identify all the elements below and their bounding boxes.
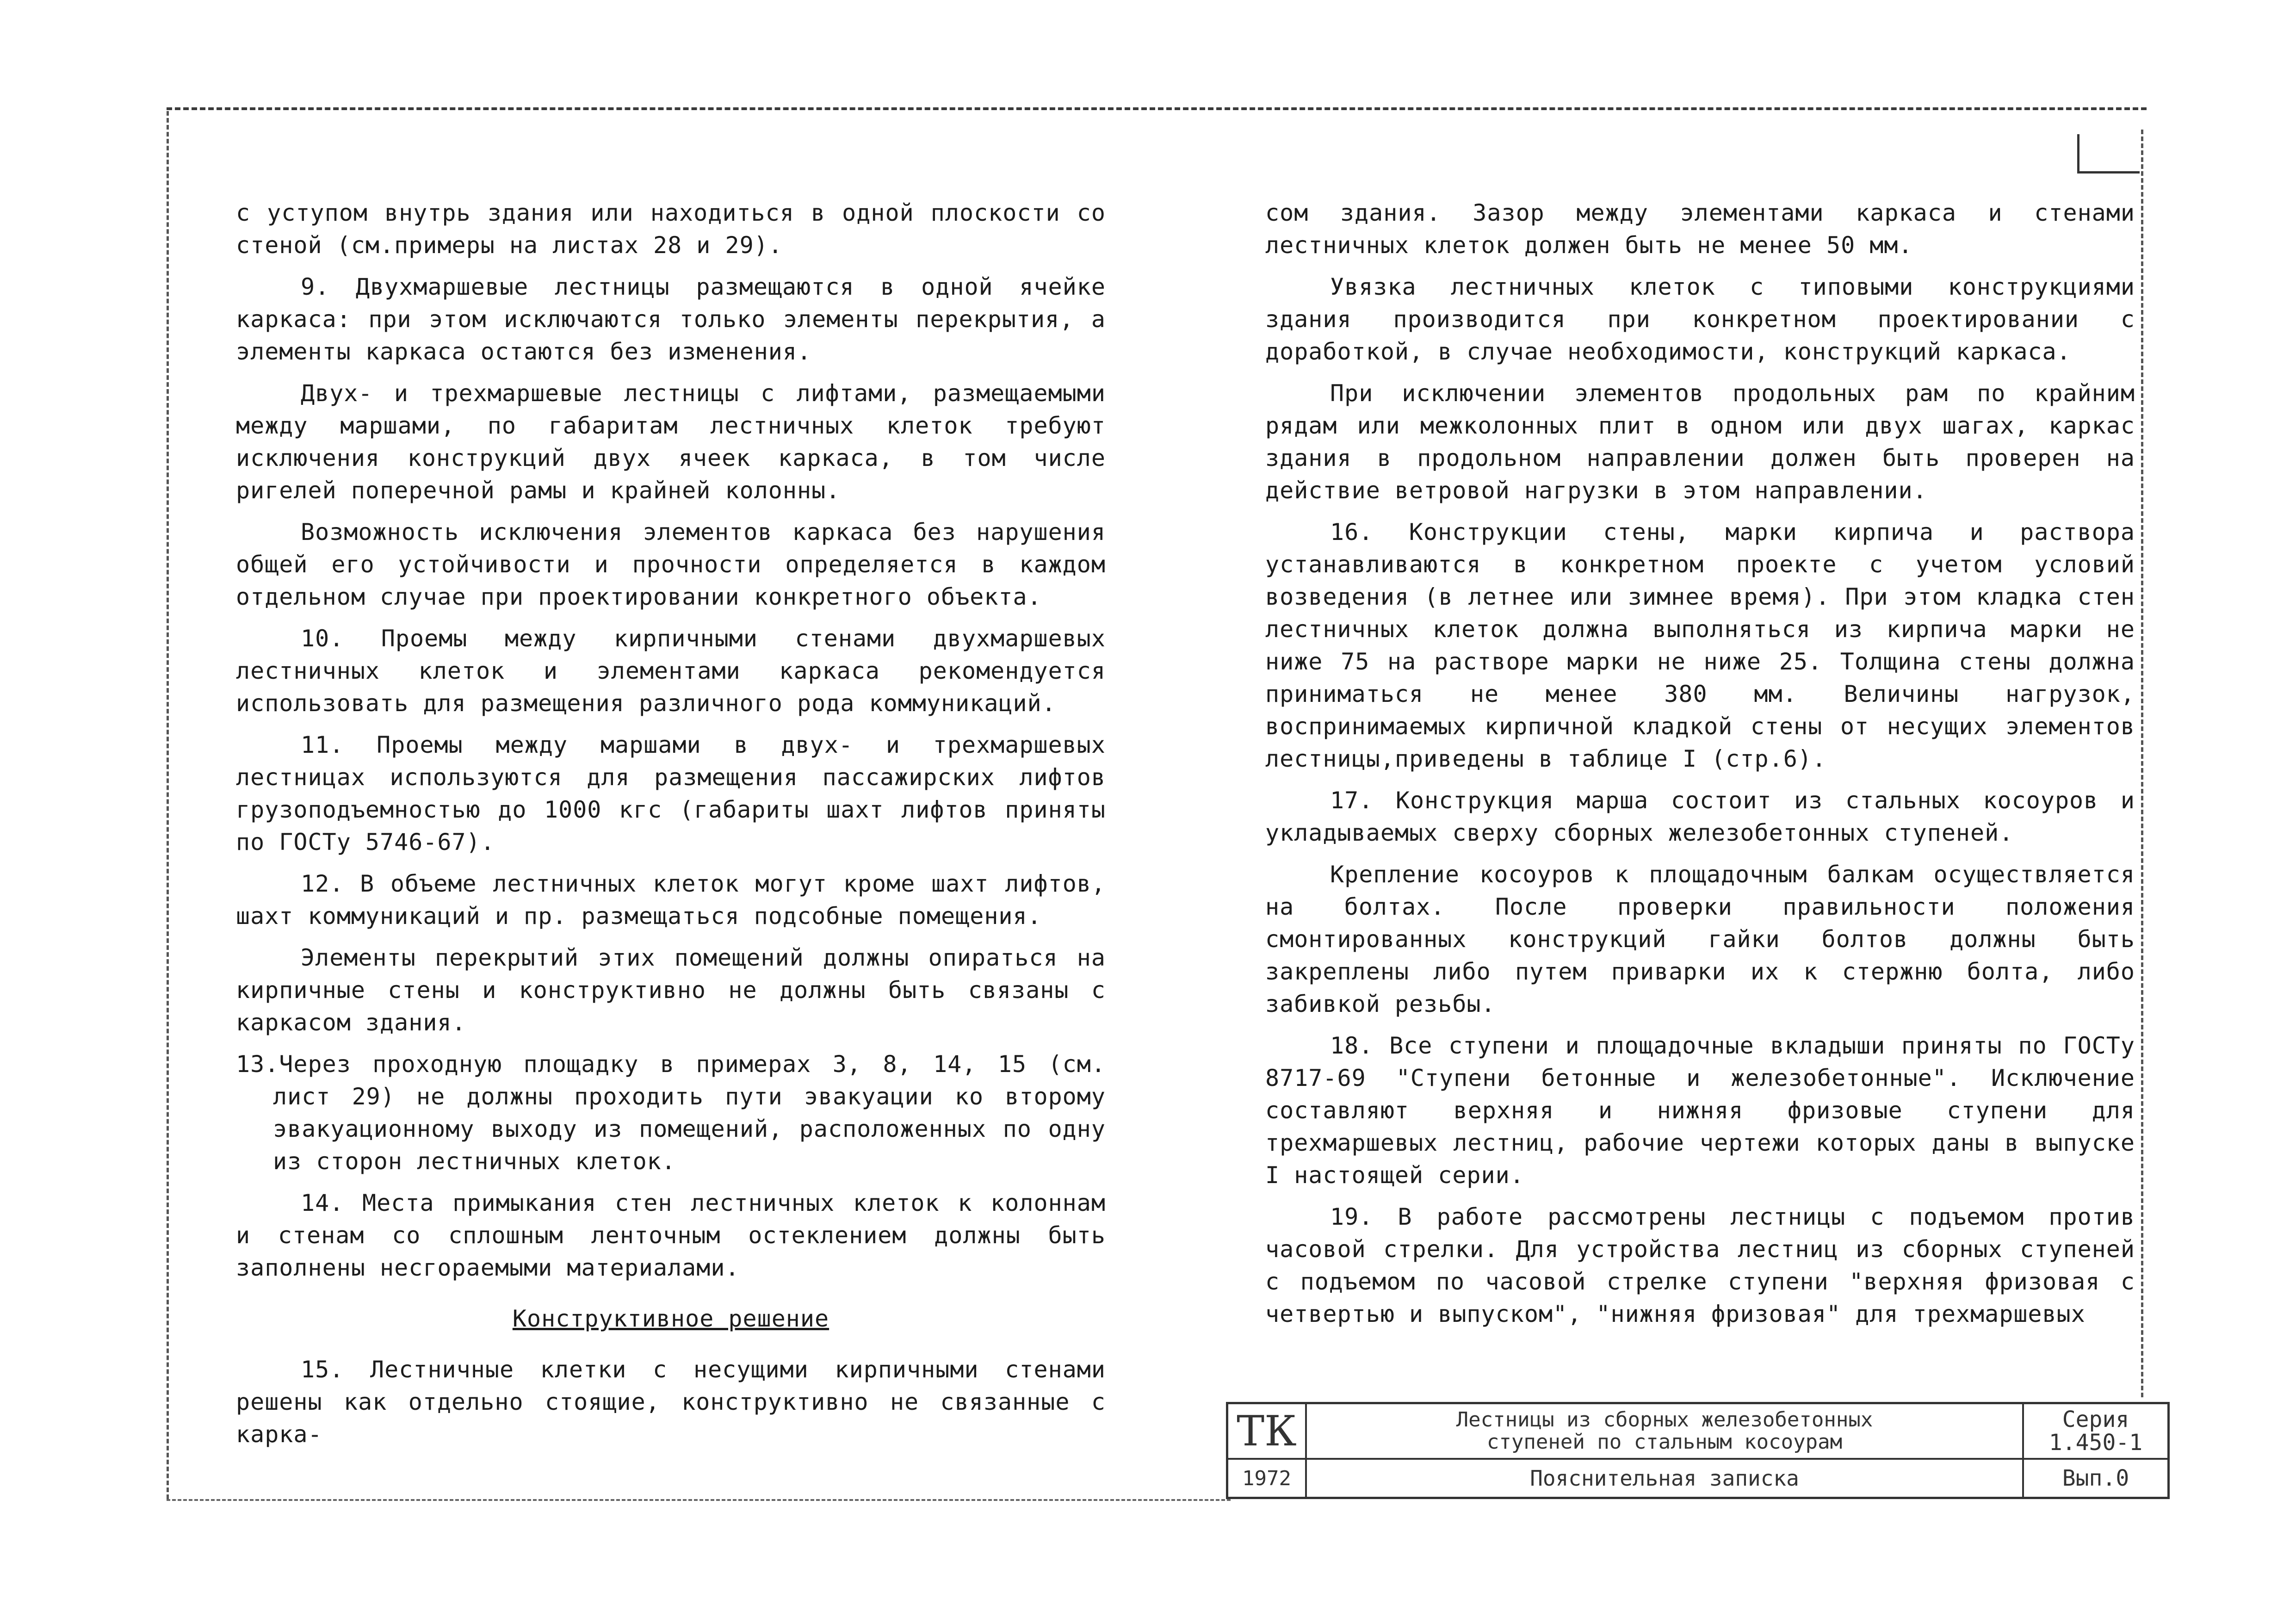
stamp-year: 1972	[1228, 1460, 1307, 1497]
paragraph: 19. В работе рассмотрены лестницы с подъемом против часовой стрелки. Для устройства лестниц из сборных ступеней с подъемом по часовой стрелке ступени "верхняя фризовая с четвертью и выпуском", "нижняя фризовая" для трехмаршевых	[1265, 1203, 2135, 1327]
paragraph: с уступом внутрь здания или находиться в одной плоскости со стеной (см.примеры на листах 28 и 29).	[236, 199, 1106, 259]
paragraph: Возможность исключения элементов каркаса без нарушения общей его устойчивости и прочности определяется в каждом отдельном случае при проектировании конкретного объекта.	[236, 519, 1106, 610]
sheet-border-left	[167, 111, 169, 1499]
paragraph: Увязка лестничных клеток с типовыми конструкциями здания производится при конкретном проектировании с доработкой, в случае необходимости, конструкций каркаса.	[1265, 273, 2135, 365]
sheet-border-bottom	[167, 1499, 1231, 1501]
stamp-title-line2: ступеней по стальным косоурам	[1486, 1430, 1843, 1454]
corner-mark	[2077, 134, 2140, 174]
paragraph: 14. Места примыкания стен лестничных клеток к колоннам и стенам со сплошным ленточным остеклением должны быть заполнены несгораемыми материалами.	[236, 1190, 1106, 1281]
title-block-stamp	[1226, 1402, 2170, 1499]
paragraph: Элементы перекрытий этих помещений должны опираться на кирпичные стены и конструктивно не должны быть связаны с каркасом здания.	[236, 944, 1106, 1036]
paragraph: 12. В объеме лестничных клеток могут кроме шахт лифтов, шахт коммуникаций и пр. размещаться подсобные помещения.	[236, 870, 1106, 930]
paragraph: 17. Конструкция марша состоит из стальных косоуров и укладываемых сверху сборных железобетонных ступеней.	[1265, 787, 2135, 846]
paragraph: 11. Проемы между маршами в двух- и трехмаршевых лестницах используются для размещения пассажирских лифтов грузоподъемностью до 1000 кгс (габариты шахт лифтов приняты по ГОСТу 5746-67).	[236, 731, 1106, 855]
stamp-series-label: Серия	[2062, 1407, 2129, 1432]
sheet-border-top	[167, 107, 2147, 110]
paragraph: 9. Двухмаршевые лестницы размещаются в одной ячейке каркаса: при этом исключаются только элементы перекрытия, а элементы каркаса остаются без изменения.	[236, 273, 1106, 365]
paragraph: Двух- и трехмаршевые лестницы с лифтами, размещаемыми между маршами, по габаритам лестничных клеток требуют исключения конструкций двух ячеек каркаса, в том числе ригелей поперечной рамы и крайней колонны.	[236, 380, 1106, 504]
sheet-border-right	[2141, 130, 2143, 1397]
paragraph: сом здания. Зазор между элементами каркаса и стенами лестничных клеток должен быть не менее 50 мм.	[1265, 199, 2135, 259]
paragraph: При исключении элементов продольных рам по крайним рядам или межколонных плит в одном или двух шагах, каркас здания в продольном направлении должен быть проверен на действие ветровой нагрузки в этом направлении.	[1265, 380, 2135, 504]
paragraph: Крепление косоуров к площадочным балкам осуществляется на болтах. После проверки правильности положения смонтированных конструкций гайки болтов должны быть закреплены либо путем приварки их к стержню болта, либо забивкой резьбы.	[1265, 861, 2135, 1017]
stamp-issue: Вып.0	[2062, 1465, 2129, 1491]
stamp-org: ТК	[1228, 1404, 1307, 1460]
paragraph: 16. Конструкции стены, марки кирпича и раствора устанавливаются в конкретном проекте с учетом условий возведения (в летнее или зимнее время). При этом кладка стен лестничных клеток должна выполняться из кирпича марки не ниже 75 на растворе марки не ниже 25. Толщина стены должна приниматься не менее 380 мм. Величины нагрузок, воспринимаемых кирпичной кладкой стены от несущих элементов лестницы,приведены в таблице I (стр.6).	[1265, 519, 2135, 772]
stamp-title	[1307, 1404, 2024, 1460]
paragraph: 13.Через проходную площадку в примерах 3, 8, 14, 15 (см. лист 29) не должны проходить пути эвакуации ко второму эвакуационному выходу из помещений, расположенных по одну из сторон лестничных клеток.	[236, 1051, 1106, 1175]
paragraph: 18. Все ступени и площадочные вкладыши приняты по ГОСТу 8717-69 "Ступени бетонные и железобетонные". Исключение составляют верхняя и нижняя фризовые ступени для трехмаршевых лестниц, рабочие чертежи которых даны в выпуске I настоящей серии.	[1265, 1032, 2135, 1189]
paragraph: 15. Лестничные клетки с несущими кирпичными стенами решены как отдельно стоящие, конструктивно не связанные с карка-	[236, 1356, 1106, 1448]
left-text-column	[236, 197, 1106, 1460]
stamp-title-line1: Лестницы из сборных железобетонных	[1456, 1408, 1873, 1432]
stamp-series-value: 1.450-1	[2048, 1430, 2143, 1456]
stamp-doc-name: Пояснительная записка	[1307, 1460, 2024, 1497]
paragraph: 10. Проемы между кирпичными стенами двухмаршевых лестничных клеток и элементами каркаса рекомендуется использовать для размещения различного рода коммуникаций.	[236, 625, 1106, 717]
section-heading: Конструктивное решение	[512, 1305, 829, 1332]
stamp-series	[2024, 1404, 2167, 1460]
right-text-column	[1265, 197, 2135, 1339]
